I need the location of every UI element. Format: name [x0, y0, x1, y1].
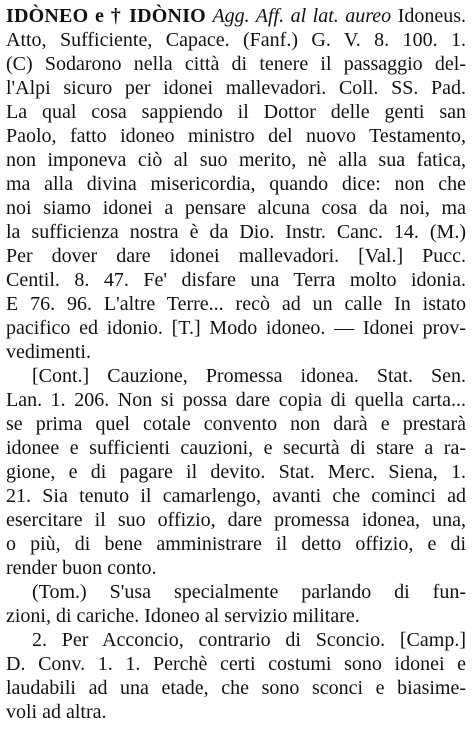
text-line: D. Conv. 1. 1. Perchè certi costumi sono idonei e: [6, 653, 466, 675]
text-line: vedimenti.: [6, 341, 91, 363]
text-line: Centil. 8. 47. Fe' disfare una Terra molto idonia.: [6, 269, 466, 291]
text-line: Atto, Sufficiente, Capace. (Fanf.) G. V. 8. 100. 1.: [6, 29, 466, 51]
grammar-note: Agg. Aff. al lat. aureo: [212, 5, 392, 27]
text-line: Paolo, fatto idoneo ministro del nuovo Testamento,: [6, 125, 466, 147]
text-line: Lan. 1. 206. Non si possa dare copia di quella carta...: [6, 389, 466, 411]
latin-etymon: Idoneus.: [397, 5, 466, 27]
text-line: (C) Sodarono nella città di tenere il passaggio del-: [6, 53, 466, 75]
text-line: (Tom.) S'usa specialmente parlando di fun-: [32, 581, 466, 603]
text-line: idonee e sufficienti cauzioni, e securtà di stare a ra-: [6, 437, 466, 459]
text-line: render buon conto.: [6, 557, 157, 579]
headword: IDÒNEO e † IDÒNIO: [6, 5, 206, 27]
text-line: E 76. 96. L'altre Terre... recò ad un calle In istato: [6, 293, 466, 315]
text-line: 2. Per Acconcio, contrario di Sconcio. [Camp.]: [32, 629, 466, 651]
text-line: zioni, di cariche. Idoneo al servizio militare.: [6, 605, 360, 627]
text-line: gione, e di pagare il devito. Stat. Merc. Siena, 1.: [6, 461, 466, 483]
text-line: voli ad altra.: [6, 701, 107, 723]
text-line: la sufficienza nostra è da Dio. Instr. Canc. 14. (M.): [6, 221, 466, 243]
text-line: laudabili ad una etade, che sono sconci e biasime-: [6, 677, 466, 699]
text-line: se prima quel cotale convento non darà e prestarà: [6, 413, 466, 435]
text-line: [Cont.] Cauzione, Promessa idonea. Stat. Sen.: [32, 365, 466, 387]
text-line: pacifico ed idonio. [T.] Modo idoneo. — Idonei prov-: [6, 317, 466, 339]
text-line: La qual cosa sappiendo il Dottor delle genti san: [6, 101, 466, 123]
entry-first-line: [6, 4, 466, 28]
text-line: non imponeva ciò al suo merito, nè alla sua fatica,: [6, 149, 466, 171]
text-line: noi siamo idonei a pensare alcuna cosa da noi, ma: [6, 197, 466, 219]
text-line: l'Alpi sicuro per idonei mallevadori. Coll. SS. Pad.: [6, 77, 466, 99]
text-line: 21. Sia tenuto il camarlengo, avanti che cominci ad: [6, 485, 466, 507]
text-line: esercitare il suo offizio, dare promessa idonea, una,: [6, 509, 466, 531]
text-line: ma alla divina misericordia, quando dice: non che: [6, 173, 466, 195]
text-line: o più, di bene amministrare il detto offizio, e di: [6, 533, 466, 555]
text-line: Per dover dare idonei mallevadori. [Val.] Pucc.: [6, 245, 466, 267]
